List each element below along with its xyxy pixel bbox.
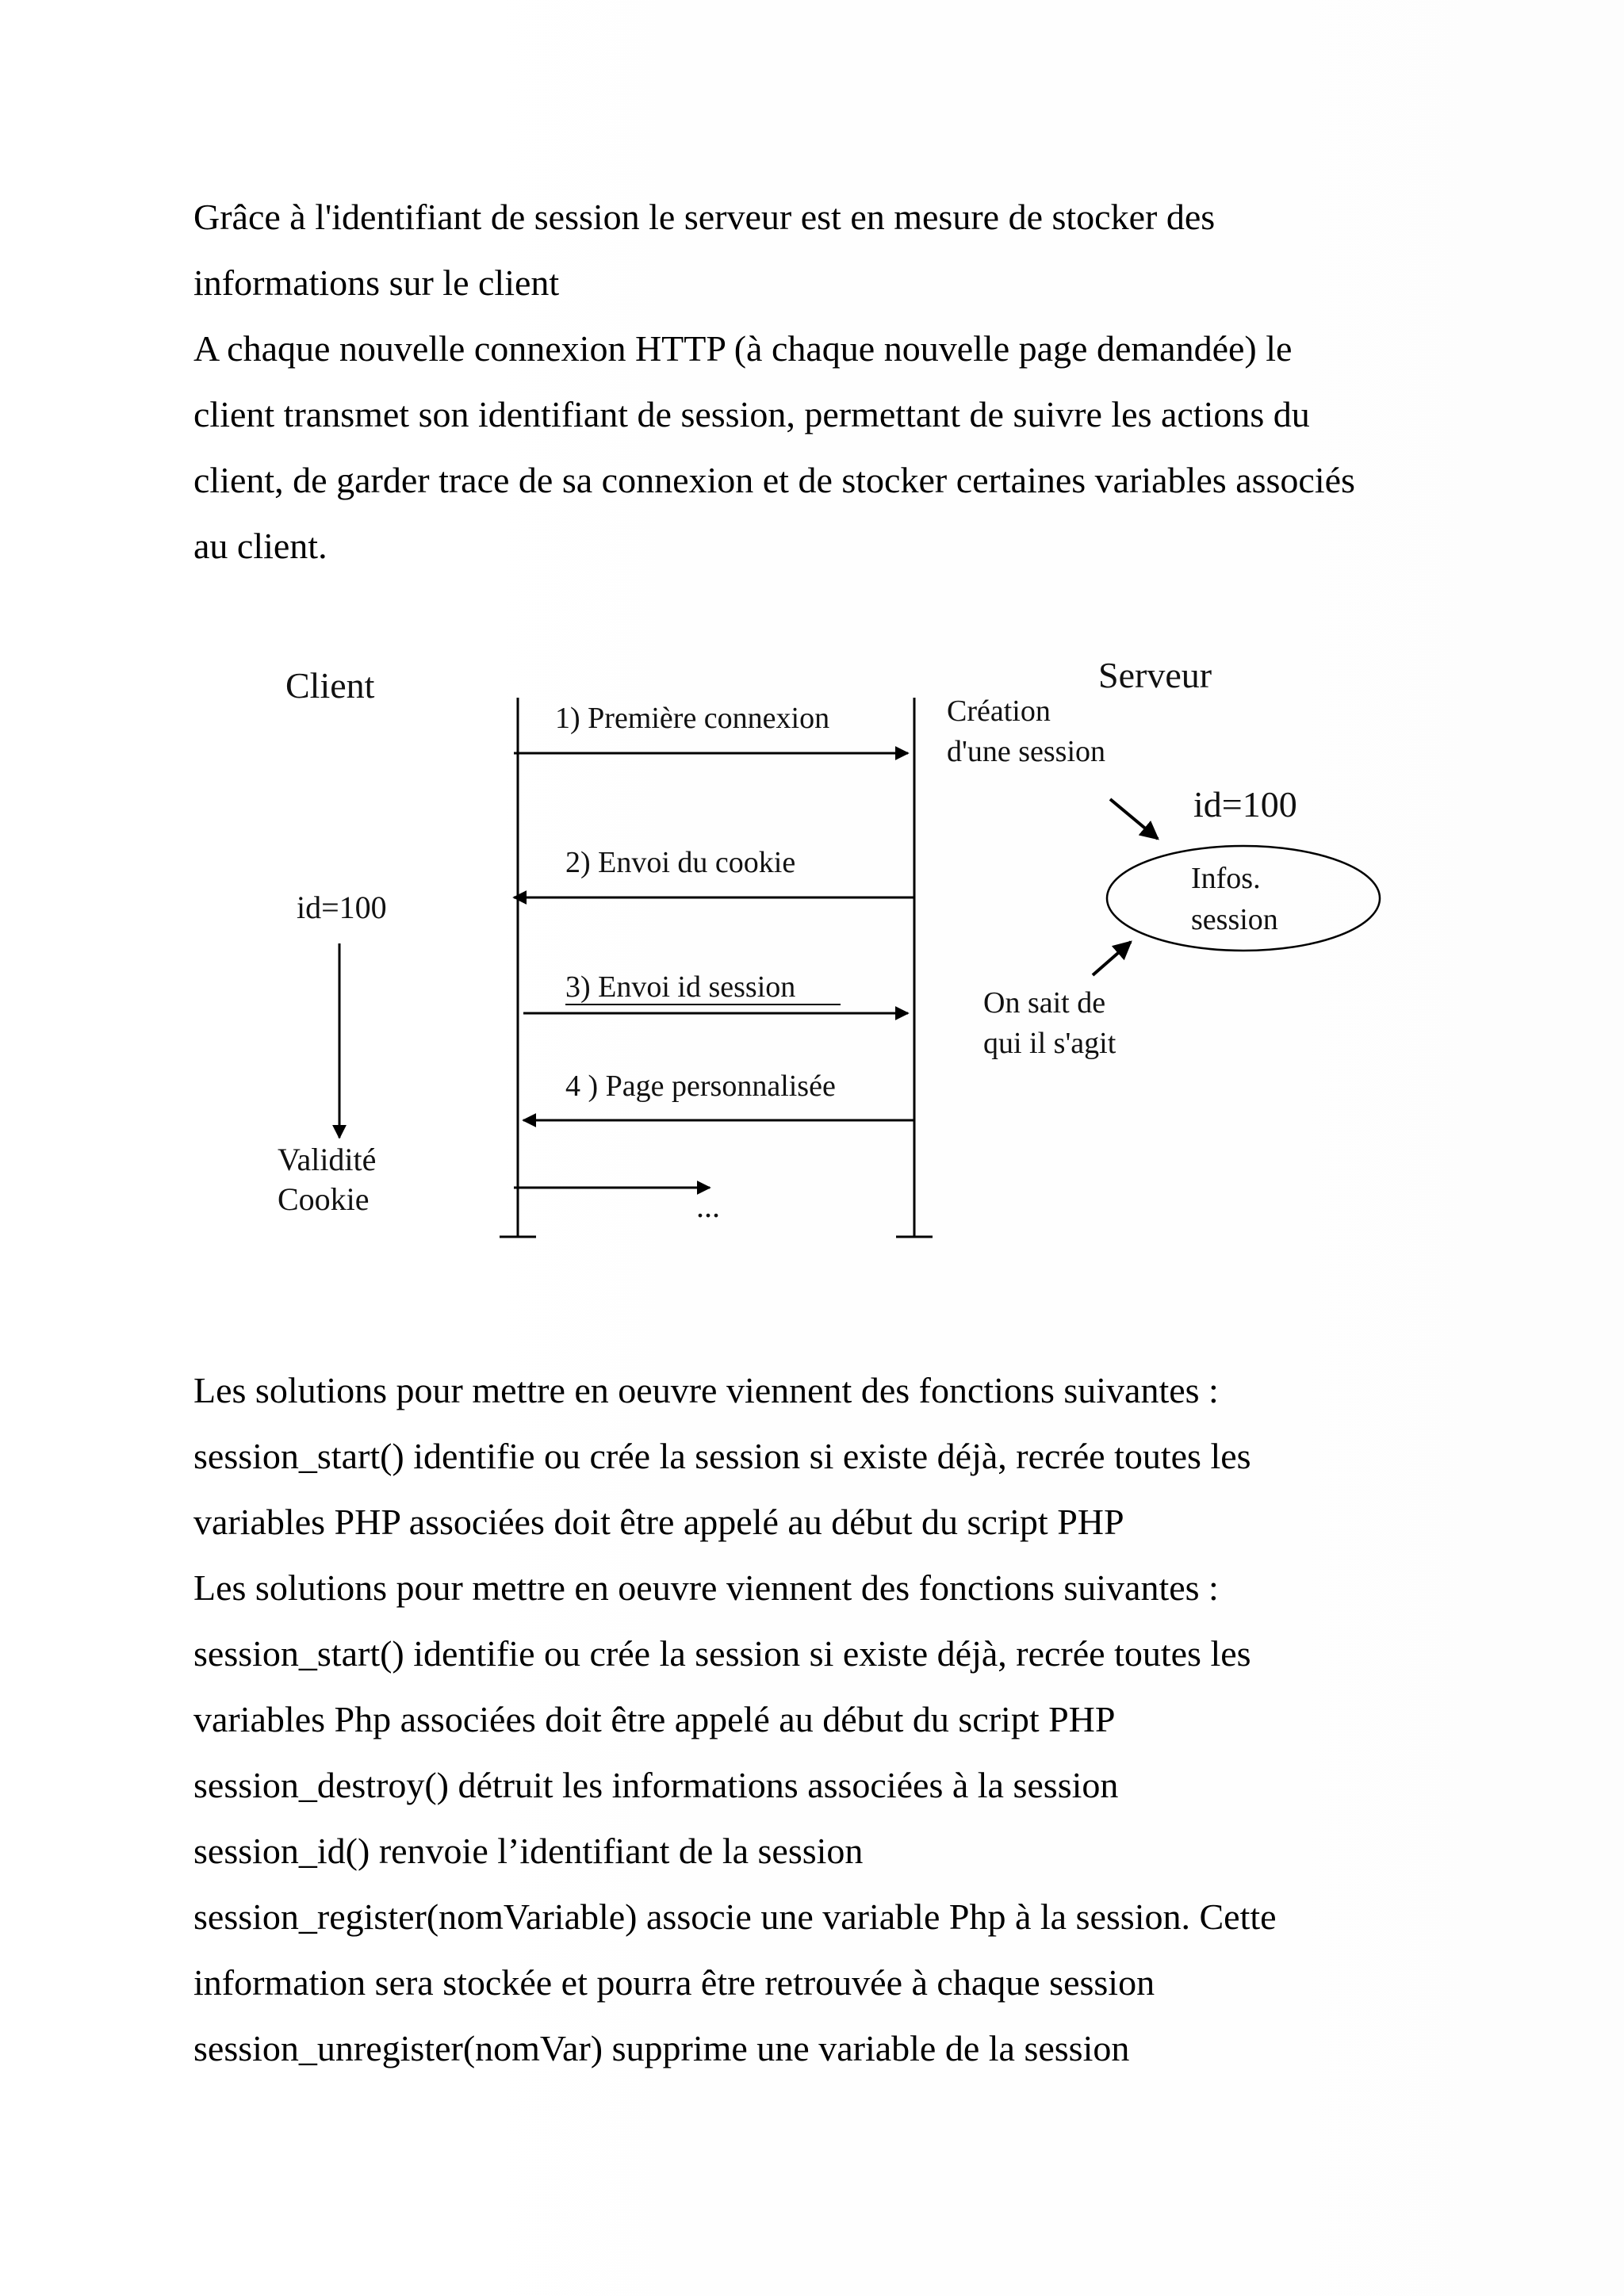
text-line: session_id() renvoie l’identifiant de la session [193, 1831, 864, 1871]
functions-paragraph [193, 1357, 1494, 2081]
text-line: Les solutions pour mettre en oeuvre viennent des fonctions suivantes : [193, 1567, 1219, 1608]
text-line: session_destroy() détruit les informations associées à la session [193, 1765, 1119, 1805]
session-info-line2: session [1191, 903, 1278, 936]
session-info-line1: Infos. [1191, 862, 1261, 895]
text-line: Grâce à l'identifiant de session le serveur est en mesure de stocker des [193, 197, 1216, 237]
step-2-label: 2) Envoi du cookie [565, 846, 796, 879]
ellipsis-label: ... [696, 1188, 720, 1224]
text-line: au client. [193, 526, 327, 566]
step-1-label: 1) Première connexion [555, 702, 830, 735]
step-3-label: 3) Envoi id session [565, 970, 796, 1004]
text-line: client, de garder trace de sa connexion et de stocker certaines variables associés [193, 460, 1355, 500]
text-line: Les solutions pour mettre en oeuvre viennent des fonctions suivantes : [193, 1370, 1219, 1410]
server-label: Serveur [1098, 658, 1212, 695]
creation-label-line2: d'une session [947, 735, 1106, 768]
text-line: variables PHP associées doit être appelé au début du script PHP [193, 1502, 1124, 1542]
creation-pointer-arrow [1110, 799, 1158, 839]
text-line: client transmet son identifiant de session, permettant de suivre les actions du [193, 394, 1310, 434]
identify-label-line2: qui il s'agit [983, 1027, 1116, 1060]
client-id-label: id=100 [297, 890, 387, 925]
creation-label-line1: Création [947, 695, 1051, 728]
text-line: A chaque nouvelle connexion HTTP (à chaque nouvelle page demandée) le [193, 328, 1293, 369]
identify-label-line1: On sait de [983, 986, 1106, 1020]
validity-label-line2: Cookie [278, 1181, 370, 1217]
text-line: informations sur le client [193, 262, 560, 303]
text-line: information sera stockée et pourra être retrouvée à chaque session [193, 1962, 1155, 2003]
text-line: session_unregister(nomVar) supprime une variable de la session [193, 2028, 1130, 2068]
step-4-label: 4 ) Page personnalisée [565, 1070, 836, 1103]
text-line: session_register(nomVariable) associe une variable Php à la session. Cette [193, 1896, 1277, 1937]
session-sequence-diagram [262, 658, 1427, 1261]
server-id-label: id=100 [1193, 784, 1297, 825]
identify-pointer-arrow [1093, 942, 1131, 975]
text-line: session_start() identifie ou crée la session si existe déjà, recrée toutes les [193, 1436, 1251, 1476]
client-label: Client [285, 665, 375, 706]
text-line: session_start() identifie ou crée la session si existe déjà, recrée toutes les [193, 1633, 1251, 1674]
intro-paragraph [193, 184, 1494, 579]
text-line: variables Php associées doit être appelé au début du script PHP [193, 1699, 1116, 1739]
validity-label-line1: Validité [278, 1142, 377, 1177]
